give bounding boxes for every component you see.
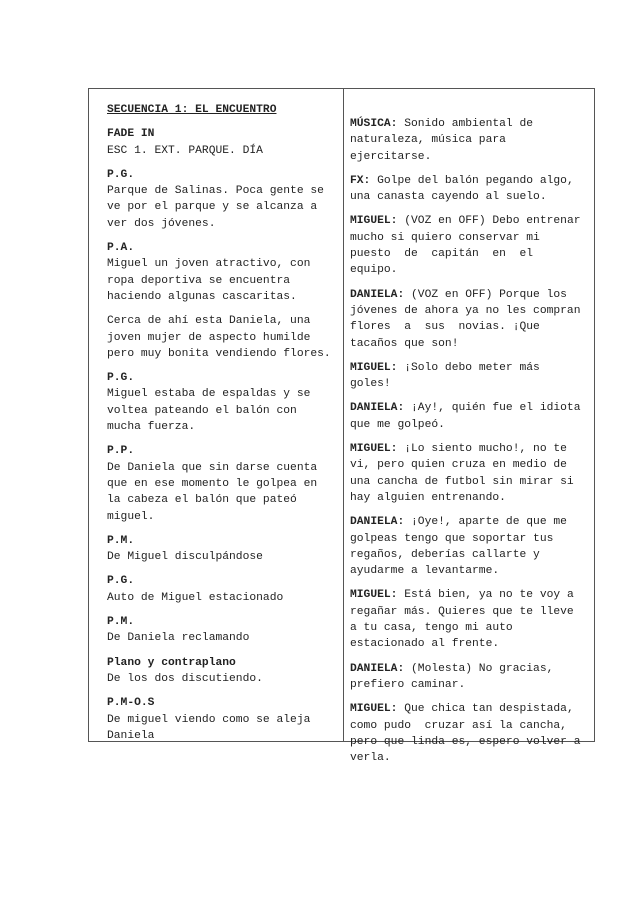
audio-block [350,701,590,766]
audio-line: una cancha de futbol sin mirar si [350,475,574,488]
speaker-label: DANIELA: [350,402,405,415]
speaker-label: MIGUEL: [350,215,398,228]
audio-line [350,287,590,303]
audio-line: equipo. [350,264,398,277]
audio-block [350,213,590,278]
audio-line: naturaleza, música para [350,134,506,147]
audio-line: flores a sus novias. ¡Que [350,321,540,334]
audio-block [350,287,590,352]
shot-description-line: Parque de Salinas. Poca gente se [107,185,324,198]
audio-line: a tu casa, tengo mi auto [350,622,513,635]
audio-text: Está bien, ya no te voy a [397,589,574,602]
audio-line: una canasta cayendo al suelo. [350,191,547,204]
audio-line: jóvenes de ahora ya no les compran [350,304,581,317]
speaker-label: DANIELA: [350,662,405,675]
shot-title: FADE IN [107,128,155,141]
audio-line [350,441,590,457]
shot-title: P.M. [107,616,135,629]
audio-text: ¡Ay!, quién fue el idiota [404,402,581,415]
speaker-label: MIGUEL: [350,443,398,456]
audio-text: ¡Oye!, aparte de que me [404,516,567,529]
shot-description-line: miguel. [107,510,155,523]
shot-description-line: voltea pateando el balón con [107,404,297,417]
audio-line [350,514,590,530]
shot-block [107,370,343,435]
speaker-label: MIGUEL: [350,589,398,602]
audio-text: ¡Lo siento mucho!, no te [397,443,567,456]
audio-line: verla. [350,752,391,765]
audio-line: hay alguien entrenando. [350,491,506,504]
spacer [107,118,343,126]
shot-description-line: Auto de Miguel estacionado [107,591,284,604]
shot-title: P.M. [107,534,135,547]
audio-line [350,400,590,416]
shot-block [107,167,343,232]
audio-line: ayudarme a levantarme. [350,565,500,578]
shot-title: P.M-O.S [107,697,155,710]
shot-block [107,695,343,744]
shot-description-line: la cabeza el balón que pateó [107,494,297,507]
shot-block [107,533,343,566]
shot-description-line: Daniela [107,729,155,742]
audio-line: goles! [350,378,391,391]
audio-line: regaños, deberías callarte y [350,548,540,561]
shot-block [107,655,343,688]
shot-block [107,573,343,606]
shot-description-line: De miguel viendo como se aleja [107,713,311,726]
audio-text: Sonido ambiental de [397,118,534,130]
audio-line [350,360,590,376]
shot-title: P.G. [107,372,135,385]
shot-description-line: que en ese momento le golpea en [107,477,318,490]
audio-line: ejercitarse. [350,150,432,163]
audio-block [350,587,590,652]
audio-line: que me golpeó. [350,418,445,431]
shot-description-line: De Daniela que sin darse cuenta [107,461,318,474]
shot-title: Plano y contraplano [107,656,236,669]
shot-block [107,614,343,647]
shot-title: P.A. [107,242,135,255]
speaker-label: MIGUEL: [350,361,398,374]
audio-block [350,360,590,393]
audio-line: pero que linda es, espero volver a [350,735,581,748]
shot-block [107,443,343,524]
audio-line: tacaños que son! [350,337,459,350]
audio-line [350,213,590,229]
audio-block [350,116,590,165]
audio-line: golpeas tengo que soportar tus [350,532,554,545]
audio-line: prefiero caminar. [350,678,466,691]
shot-description-line: De Daniela reclamando [107,632,250,645]
shot-description-line: Miguel un joven atractivo, con [107,258,311,271]
shot-block [107,126,343,159]
audio-block [350,400,590,433]
audio-line [350,587,590,603]
audio-line [350,173,590,189]
audio-column [344,89,594,765]
shot-description-line: joven mujer de aspecto humilde [107,331,311,344]
shot-description-line: Miguel estaba de espaldas y se [107,388,311,401]
speaker-label: MÚSICA: [350,118,398,130]
script-table [88,88,595,765]
shot-title: P.G. [107,575,135,588]
audio-line [350,701,590,717]
audio-text: (VOZ en OFF) Debo entrenar [397,215,581,228]
speaker-label: DANIELA: [350,288,405,301]
audio-line: puesto de capitán en el [350,248,534,261]
audio-block [350,514,590,579]
shot-description-line: Cerca de ahí esta Daniela, una [107,315,311,328]
audio-text: (VOZ en OFF) Porque los [404,288,567,301]
shot-title: P.P. [107,445,135,458]
shot-description-line: ropa deportiva se encuentra [107,274,291,287]
sequence-heading: SECUENCIA 1: EL ENCUENTRO [107,104,277,116]
shot-description-line: pero muy bonita vendiendo flores. [107,347,331,360]
audio-line [350,661,590,677]
audio-line: regañar más. Quieres que te lleve [350,605,574,618]
audio-line [350,116,590,132]
speaker-label: DANIELA: [350,516,405,529]
audio-line: vi, pero quien cruza en medio de [350,459,567,472]
shot-description-line: mucha fuerza. [107,421,196,434]
shot-description-line: De Miguel disculpándose [107,551,263,564]
speaker-label: MIGUEL: [350,703,398,716]
audio-line: como pudo cruzar así la cancha, [350,719,567,732]
shot-block [107,240,343,305]
audio-line: mucho si quiero conservar mi [350,231,540,244]
speaker-label: FX: [350,174,371,187]
shot-description-line: De los dos discutiendo. [107,672,263,685]
audio-line: estacionado al frente. [350,638,500,651]
audio-block [350,661,590,694]
audio-text: Que chica tan despistada, [397,703,574,716]
audio-block [350,173,590,206]
shot-block [107,313,343,362]
audio-text: Golpe del balón pegando algo, [370,174,574,187]
audio-block [350,441,590,506]
shot-description-line: haciendo algunas cascaritas. [107,290,297,303]
audio-text: (Molesta) No gracias, [404,662,554,675]
shot-description-line: ESC 1. EXT. PARQUE. DÍA [107,144,263,157]
shot-description-line: ver dos jóvenes. [107,217,216,230]
shot-title: P.G. [107,168,135,181]
shot-description-line: ve por el parque y se alcanza a [107,201,318,214]
audio-text: ¡Solo debo meter más [397,361,540,374]
technical-column [89,89,344,741]
